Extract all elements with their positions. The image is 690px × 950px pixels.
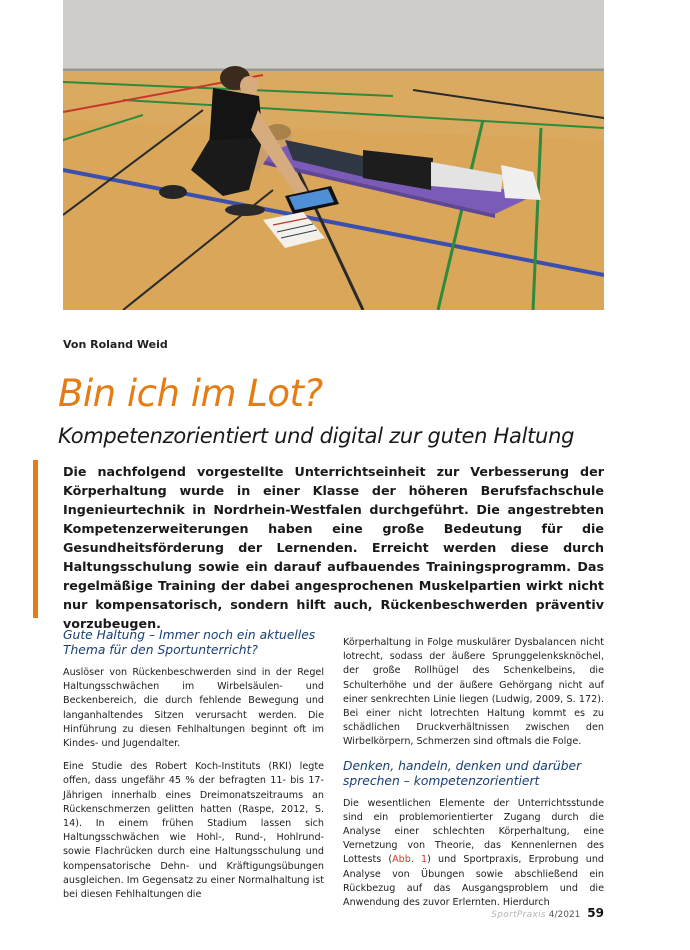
body-paragraph: Körperhaltung in Folge muskulärer Dysbalancen nicht lotrecht, sodass der äußere Sprunggelenksknöchel, der große Rollhügel des Schenkelbeins, die Schulterhöhe und der äußere Gehörgang nicht auf einer senkrechten Linie liegen (Ludwig, 2009, S. 172). Bei einer nicht lotrechten Haltung kommt es zu schädlichen Druckverhältnissen zwischen den Wirbelkörpern, Schmerzen sind oftmals die Folge. <box>343 637 604 748</box>
section-heading-good-posture: Gute Haltung – Immer noch ein aktuelles Thema für den Sportunterricht? <box>63 628 316 657</box>
section-heading-competence: Denken, handeln, denken und darüber sprechen – kompetenzorientiert <box>343 758 582 788</box>
hero-photo <box>63 0 604 310</box>
issue-number: 4/2021 <box>548 910 581 920</box>
article-subtitle: Kompetenzorientiert und digital zur guten Haltung <box>58 424 575 448</box>
left-column <box>63 628 324 911</box>
figure-reference-link[interactable]: Abb. 1 <box>392 854 428 866</box>
right-column <box>343 636 604 919</box>
page-number: 59 <box>587 906 604 920</box>
magazine-name: SportPraxis <box>491 910 546 920</box>
body-paragraph: Auslöser von Rückenbeschwerden sind in der Regel Haltungsschwächen im Wirbelsäulen- und Beckenbereich, die durch fehlende Bewegung und langanhaltendes Sitzen verursacht werden. Die Hinführung zu diesen Fehlhaltungen beginnt oft im Kindes- und Jugendalter. <box>63 667 324 750</box>
article-title: Bin ich im Lot? <box>58 372 323 415</box>
page-footer <box>491 906 604 920</box>
body-text: ) und Sportpraxis, Erprobung und Analyse von Übungen sowie abschließend ein Rückbezug auf das Ausgangsproblem und die Anwendung des zuvor Erlernten. Hierdurch <box>343 854 604 909</box>
lead-accent-bar <box>33 460 38 618</box>
body-text: Die wesentlichen Elemente der Unterrichtsstunde sind ein problemorientierter Zugang durch die Analyse einer schlechten Körperhaltung, eine Vernetzung von Theorie, das Kennenlernen des Lottests ( <box>343 797 604 866</box>
author-byline: Von Roland Weid <box>63 338 168 351</box>
lead-paragraph: Die nachfolgend vorgestellte Unterrichtseinheit zur Verbesserung der Körperhaltung wurde in einer Klasse der höheren Berufsfachschule Ingenieurtechnik in Nordrhein-Westfalen durchgeführt. Die angestrebten Kompetenzerweiterungen haben eine große Bedeutung für die Gesundheitsförderung der Lernenden. Erreicht werden diese durch Haltungsschulung sowie ein darauf aufbauendes Trainingsprogramm. Das regelmäßige Training der dabei angesprochenen Muskelpartien wirkt nicht nur kompensatorisch, sondern hilft auch, Rückenbeschwerden präventiv vorzubeugen. <box>63 464 604 631</box>
body-paragraph <box>343 797 604 911</box>
body-paragraph: Eine Studie des Robert Koch-Instituts (RKI) legte offen, dass ungefähr 45 % der befragten 11- bis 17-Jährigen innerhalb eines Dreimonatszeitraums an Rückenschmerzen gelitten hatten (Raspe, 2012, S. 14). In einem frühen Stadium lassen sich Haltungsschwächen wie Hohl-, Rund-, Hohlrund- sowie Flachrücken durch eine Haltungsschulung und kompensatorische Dehn- und Kräftigungsübungen ausgleichen. Im Gegensatz zu einer Normalhaltung ist bei diesen Fehlhaltungen die <box>63 761 324 901</box>
